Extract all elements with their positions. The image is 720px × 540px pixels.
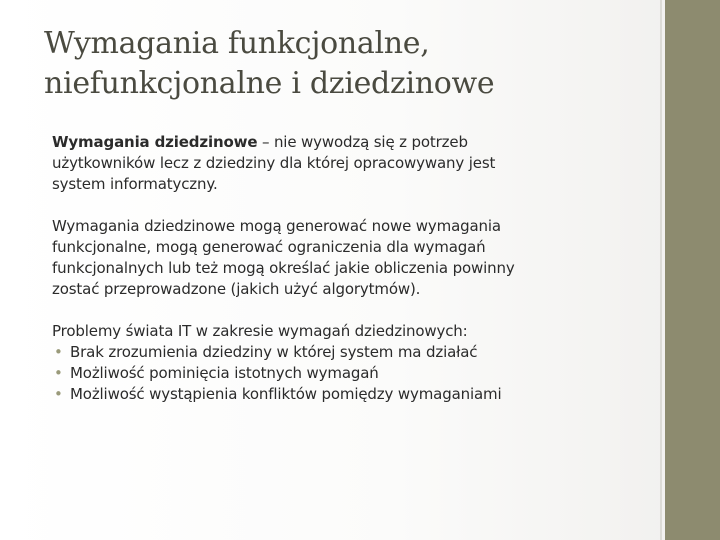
title-line-2: niefunkcjonalne i dziedzinowe (44, 66, 495, 101)
definition-line-2: użytkowników lecz z dziedziny dla której opracowywany jest (52, 154, 496, 172)
effects-line-1: Wymagania dziedzinowe mogą generować nowe wymagania (52, 217, 501, 235)
effects-line-2: funkcjonalne, mogą generować ograniczenia dla wymagań (52, 238, 486, 256)
list-item-text: Możliwość pominięcia istotnych wymagań (70, 364, 379, 382)
problems-intro: Problemy świata IT w zakresie wymagań dziedzinowych: (52, 322, 468, 340)
effects-line-3: funkcjonalnych lub też mogą określać jakie obliczenia powinny (52, 259, 515, 277)
definition-dash: – (257, 133, 274, 151)
effects-line-4: zostać przeprowadzone (jakich użyć algorytmów). (52, 280, 421, 298)
decorative-sidebar (665, 0, 720, 540)
sidebar-divider (660, 0, 662, 540)
definition-line-3: system informatyczny. (52, 175, 218, 193)
list-item (52, 363, 652, 384)
list-item (52, 342, 652, 363)
bullet-dot-icon: • (54, 364, 63, 382)
domain-term: Wymagania dziedzinowe (52, 133, 258, 151)
problems-list (52, 342, 652, 405)
list-item-text: Brak zrozumienia dziedziny w której system ma działać (70, 343, 478, 361)
paragraph-domain-effects (52, 216, 652, 300)
bullet-dot-icon: • (54, 343, 63, 361)
slide-title (44, 24, 644, 104)
slide-body (52, 132, 652, 405)
list-item (52, 384, 652, 405)
bullet-dot-icon: • (54, 385, 63, 403)
title-line-1: Wymagania funkcjonalne, (44, 26, 430, 61)
definition-line-1: nie wywodzą się z potrzeb (273, 133, 468, 151)
list-item-text: Możliwość wystąpienia konfliktów pomiędzy wymaganiami (70, 385, 502, 403)
paragraph-domain-definition (52, 132, 652, 195)
